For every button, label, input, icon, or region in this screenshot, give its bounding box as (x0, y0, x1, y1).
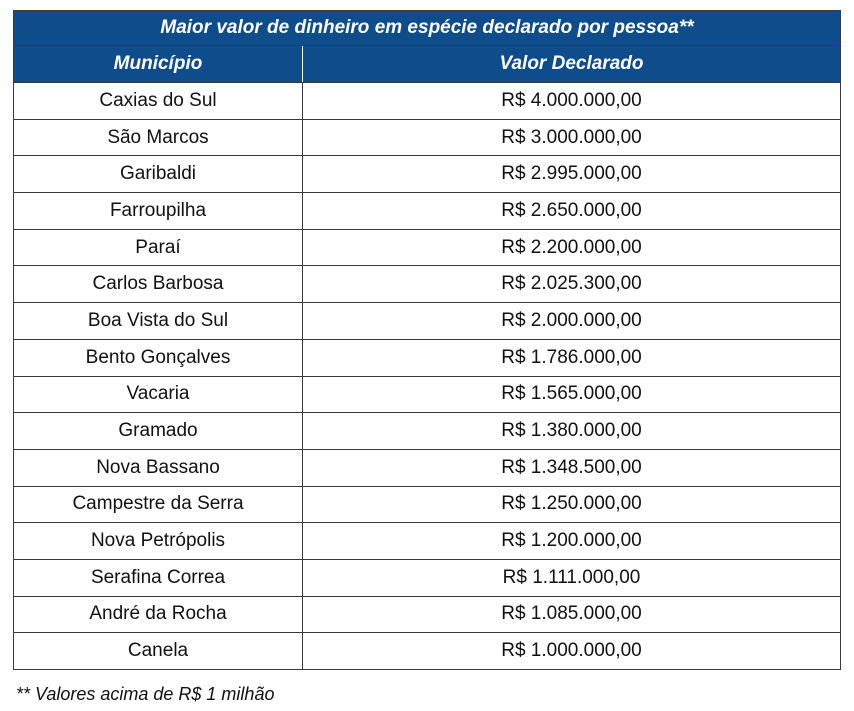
municipio-cell: Garibaldi (14, 156, 303, 193)
valor-cell: R$ 1.380.000,00 (303, 413, 841, 450)
municipio-cell: Vacaria (14, 376, 303, 413)
table-row (14, 596, 841, 633)
valor-cell: R$ 1.111.000,00 (303, 559, 841, 596)
valor-cell: R$ 1.565.000,00 (303, 376, 841, 413)
table-header-row (14, 46, 841, 83)
municipio-cell: Boa Vista do Sul (14, 303, 303, 340)
table-row (14, 156, 841, 193)
table-row (14, 449, 841, 486)
valor-cell: R$ 3.000.000,00 (303, 119, 841, 156)
column-header-valor: Valor Declarado (303, 46, 841, 83)
valor-cell: R$ 2.200.000,00 (303, 229, 841, 266)
table-row (14, 413, 841, 450)
municipio-cell: Serafina Correa (14, 559, 303, 596)
table-row (14, 633, 841, 670)
table-row (14, 83, 841, 120)
table-row (14, 229, 841, 266)
table-title-row (14, 11, 841, 46)
valor-cell: R$ 2.995.000,00 (303, 156, 841, 193)
valor-cell: R$ 1.000.000,00 (303, 633, 841, 670)
municipio-cell: São Marcos (14, 119, 303, 156)
municipio-cell: Farroupilha (14, 193, 303, 230)
municipio-cell: Canela (14, 633, 303, 670)
table-row (14, 266, 841, 303)
table-row (14, 119, 841, 156)
municipio-cell: Carlos Barbosa (14, 266, 303, 303)
table-row (14, 303, 841, 340)
municipio-cell: Campestre da Serra (14, 486, 303, 523)
municipio-cell: Nova Bassano (14, 449, 303, 486)
valor-cell: R$ 4.000.000,00 (303, 83, 841, 120)
valor-cell: R$ 1.085.000,00 (303, 596, 841, 633)
valor-cell: R$ 2.650.000,00 (303, 193, 841, 230)
table-row (14, 559, 841, 596)
table-body (14, 83, 841, 670)
table-row (14, 376, 841, 413)
table-row (14, 523, 841, 560)
declared-cash-table (13, 10, 841, 670)
valor-cell: R$ 2.000.000,00 (303, 303, 841, 340)
table-row (14, 339, 841, 376)
valor-cell: R$ 1.200.000,00 (303, 523, 841, 560)
valor-cell: R$ 1.250.000,00 (303, 486, 841, 523)
municipio-cell: André da Rocha (14, 596, 303, 633)
valor-cell: R$ 1.786.000,00 (303, 339, 841, 376)
footnote: ** Valores acima de R$ 1 milhão (16, 684, 275, 704)
table-title: Maior valor de dinheiro em espécie declarado por pessoa** (14, 11, 841, 46)
municipio-cell: Bento Gonçalves (14, 339, 303, 376)
municipio-cell: Nova Petrópolis (14, 523, 303, 560)
table-row (14, 486, 841, 523)
valor-cell: R$ 1.348.500,00 (303, 449, 841, 486)
valor-cell: R$ 2.025.300,00 (303, 266, 841, 303)
municipio-cell: Paraí (14, 229, 303, 266)
table-row (14, 193, 841, 230)
column-header-municipio: Município (14, 46, 303, 83)
municipio-cell: Caxias do Sul (14, 83, 303, 120)
municipio-cell: Gramado (14, 413, 303, 450)
